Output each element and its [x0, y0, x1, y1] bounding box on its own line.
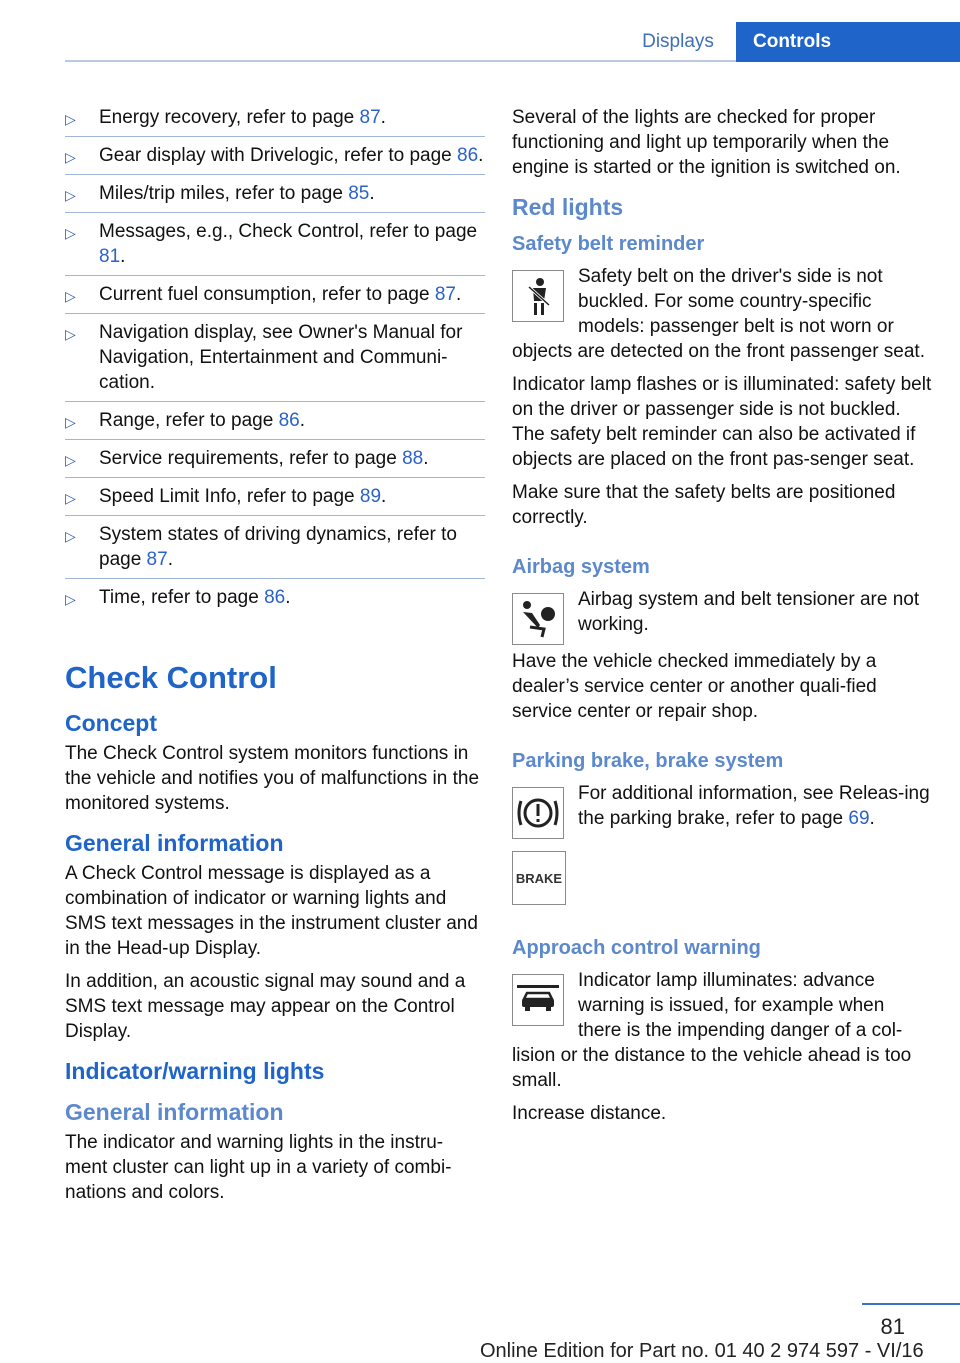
triangle-icon: ▷	[65, 111, 76, 127]
safety-belt-title: Safety belt reminder	[512, 233, 705, 255]
brake-warning-icon	[512, 787, 564, 839]
red-lights-title: Red lights	[512, 194, 624, 220]
tab-controls[interactable]: Controls	[736, 22, 960, 62]
triangle-icon: ▷	[65, 326, 76, 342]
airbag-icon-svg	[518, 599, 558, 639]
page-link[interactable]: 86	[264, 587, 286, 608]
list-item: ▷ Navigation display, see Owner's Manual for Navigation, Entertainment and Communi‐cation.	[65, 320, 485, 402]
brake-title: Parking brake, brake system	[512, 750, 784, 772]
airbag-title: Airbag system	[512, 556, 650, 578]
triangle-icon: ▷	[65, 528, 76, 544]
page-link[interactable]: 86	[278, 410, 300, 431]
general-info-2-title: General information	[65, 1099, 284, 1125]
footer-edition: Online Edition for Part no. 01 40 2 974 597 - VI/16	[480, 1340, 924, 1362]
list-item: ▷ Speed Limit Info, refer to page 89.	[65, 484, 485, 516]
triangle-icon: ▷	[65, 452, 76, 468]
right-column	[512, 105, 932, 1134]
approach-text-2: Increase distance.	[512, 1103, 667, 1124]
triangle-icon: ▷	[65, 591, 76, 607]
page-number: 81	[880, 1314, 905, 1339]
airbag-text-2: Have the vehicle checked immediately by a dealer’s service center or another quali‐fied service center or repair shop.	[512, 651, 877, 722]
check-control-title: Check Control	[65, 660, 277, 695]
brake-label-icon: BRAKE	[512, 851, 566, 905]
triangle-icon: ▷	[65, 288, 76, 304]
list-item: ▷ Time, refer to page 86.	[65, 585, 485, 616]
concept-title: Concept	[65, 710, 157, 736]
page-link[interactable]: 88	[402, 448, 424, 469]
general-info-title: General information	[65, 830, 284, 856]
approach-title: Approach control warning	[512, 937, 761, 959]
list-item: ▷ Energy recovery, refer to page 87.	[65, 105, 485, 137]
triangle-icon: ▷	[65, 225, 76, 241]
bullet-list	[65, 105, 485, 616]
page-link[interactable]: 85	[348, 183, 370, 204]
list-item: ▷ Service requirements, refer to page 88.	[65, 446, 485, 478]
page-link[interactable]: 87	[146, 549, 168, 570]
belt-text-2: Indicator lamp flashes or is illuminated: safety belt on the driver or passenger side is not buckled. The safety belt reminder can also be activated if objects are placed on the front pas‐senger seat.	[512, 374, 932, 470]
brake-text: For additional information, see Releas‐ing the parking brake, refer to page 69.	[578, 783, 930, 829]
tab-displays[interactable]: Displays	[642, 31, 714, 52]
seatbelt-icon	[512, 270, 564, 322]
page-link[interactable]: 81	[99, 246, 121, 267]
seatbelt-icon-svg	[521, 276, 555, 316]
general-info-text-2: In addition, an acoustic signal may sound and a SMS text message may appear on the Control Display.	[65, 971, 466, 1042]
list-item: ▷ Miles/trip miles, refer to page 85.	[65, 181, 485, 213]
indicator-lights-title: Indicator/warning lights	[65, 1058, 325, 1084]
belt-text-3: Make sure that the safety belts are positioned correctly.	[512, 482, 896, 528]
intro-text: Several of the lights are checked for proper functioning and light up temporarily when the engine is started or the ignition is switched on.	[512, 107, 901, 178]
car-icon-svg	[517, 985, 559, 1015]
left-column	[65, 105, 485, 1213]
triangle-icon: ▷	[65, 149, 76, 165]
page-link[interactable]: 86	[457, 145, 479, 166]
list-item: ▷ Gear display with Drivelogic, refer to page 86.	[65, 143, 485, 175]
footer-rule	[862, 1303, 960, 1305]
page-link[interactable]: 87	[359, 107, 381, 128]
triangle-icon: ▷	[65, 187, 76, 203]
approach-text: Indicator lamp illuminates: advance warning is issued, for example when there is the impending danger of a col‐lision or the distance to the vehicle ahead is too small.	[512, 970, 912, 1091]
list-item: ▷ Range, refer to page 86.	[65, 408, 485, 440]
concept-text: The Check Control system monitors functions in the vehicle and notifies you of malfunctions in the monitored systems.	[65, 743, 480, 814]
brake-warning-icon-svg	[516, 795, 560, 831]
airbag-icon	[512, 593, 564, 645]
airbag-text-1: Airbag system and belt tensioner are not working.	[578, 589, 920, 635]
list-item: ▷ System states of driving dynamics, refer to page 87.	[65, 522, 485, 579]
list-item: ▷ Messages, e.g., Check Control, refer to page 81.	[65, 219, 485, 276]
page-link[interactable]: 87	[434, 284, 456, 305]
triangle-icon: ▷	[65, 414, 76, 430]
page-link[interactable]: 69	[848, 808, 870, 829]
general-info-2-text: The indicator and warning lights in the instru‐ment cluster can light up in a variety of combi‐nations and colors.	[65, 1132, 452, 1203]
list-item: ▷ Current fuel consumption, refer to page 87.	[65, 282, 485, 314]
car-icon	[512, 974, 564, 1026]
general-info-text-1: A Check Control message is displayed as a combination of indicator or warning lights and SMS text messages in the instrument cluster and in the Head-up Display.	[65, 863, 478, 959]
belt-text-1: Safety belt on the driver's side is not buckled. For some country-specific models: passenger belt is not worn or objects are detected on the front passenger seat.	[512, 266, 925, 362]
page-link[interactable]: 89	[359, 486, 382, 507]
triangle-icon: ▷	[65, 490, 76, 506]
